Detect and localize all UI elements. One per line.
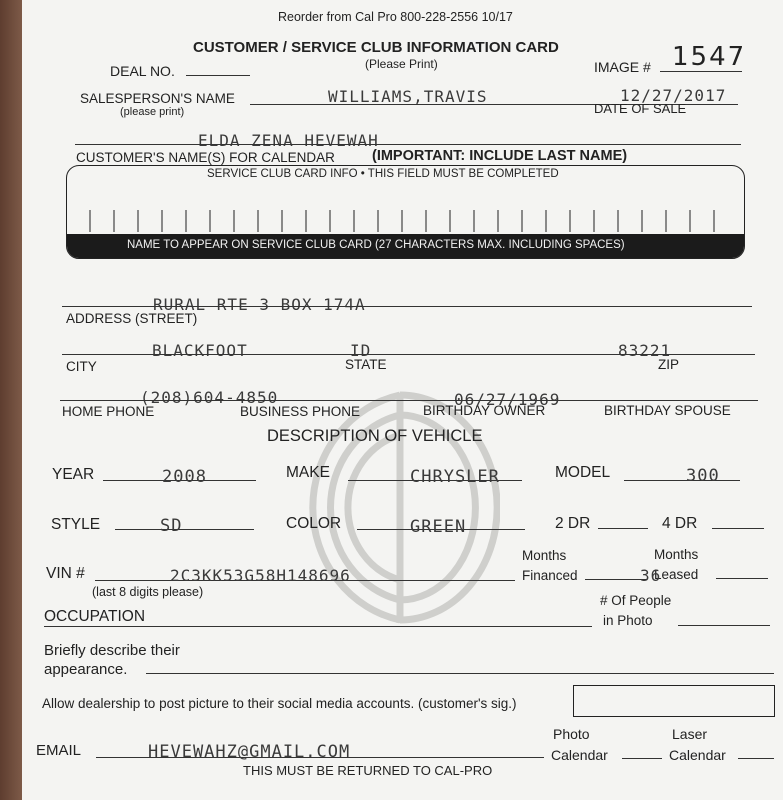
city-state-zip-line [62,354,755,355]
phone-birthday-line [60,400,758,401]
card-title: CUSTOMER / SERVICE CLUB INFORMATION CARD [193,39,559,56]
year-label: YEAR [52,466,95,483]
laser-calendar-label-2: Calendar [669,747,726,763]
people-label-1: # Of People [600,593,672,608]
months-leased-label-1: Months [654,547,699,562]
describe-label-2: appearance. [44,661,128,678]
image-no-value[interactable]: 1547 [672,42,747,72]
model-line [624,480,740,481]
birthday-owner-value[interactable]: 06/27/1969 [454,390,561,409]
zip-value[interactable]: 83221 [618,341,672,360]
address-label: ADDRESS (STREET) [66,311,198,326]
color-value[interactable]: GREEN [410,517,467,537]
deal-no-label: DEAL NO. [110,63,175,79]
customer-name-line [75,144,741,145]
style-line [115,529,254,530]
describe-label-1: Briefly describe their [44,642,180,659]
vin-note: (last 8 digits please) [92,585,204,599]
city-value[interactable]: BLACKFOOT [152,341,248,360]
signature-box[interactable] [573,685,775,717]
email-value[interactable]: HEVEWAHZ@GMAIL.COM [148,742,351,762]
address-value[interactable]: RURAL RTE 3 BOX 174A [153,295,366,314]
email-label: EMAIL [36,742,82,759]
two-door-label: 2 DR [555,515,591,532]
address-line [62,306,752,307]
state-value[interactable]: ID [350,341,372,360]
salesperson-value[interactable]: WILLIAMS,TRAVIS [328,87,488,106]
deal-no-line [186,75,250,76]
salesperson-label: SALESPERSON'S NAME [80,91,235,106]
photo-calendar-label-2: Calendar [551,747,608,763]
months-financed-value[interactable]: 36 [640,566,662,585]
social-media-label: Allow dealership to post picture to their social media accounts. (customer's sig.) [42,696,517,711]
important-note: (IMPORTANT: INCLUDE LAST NAME) [372,148,628,164]
laser-calendar-label-1: Laser [672,726,708,742]
model-label: MODEL [555,464,611,481]
style-label: STYLE [51,516,101,533]
reorder-info: Reorder from Cal Pro 800-228-2556 10/17 [278,10,513,24]
date-of-sale-value[interactable]: 12/27/2017 [620,86,727,105]
months-leased-label-2: Leased [654,567,699,582]
footer-note: THIS MUST BE RETURNED TO CAL-PRO [243,763,493,778]
state-label: STATE [345,357,387,372]
make-label: MAKE [286,464,330,481]
style-value[interactable]: SD [160,516,183,536]
two-door-line [598,528,648,529]
months-financed-line [585,579,647,580]
image-no-label: IMAGE # [594,59,651,75]
people-label-2: in Photo [603,613,653,628]
months-leased-line [716,578,768,579]
vin-label: VIN # [46,565,85,582]
months-financed-label-2: Financed [522,568,578,583]
home-phone-value[interactable]: (208)604-4850 [140,388,279,407]
date-of-sale-label: DATE OF SALE [594,101,687,116]
home-phone-label: HOME PHONE [62,404,155,419]
please-print-note: (please print) [120,106,185,118]
model-value[interactable]: 300 [686,466,720,486]
laser-calendar-line [738,758,774,759]
four-door-label: 4 DR [662,515,698,532]
customer-name-label: CUSTOMER'S NAME(S) FOR CALENDAR [76,150,335,165]
customer-name-value[interactable]: ELDA ZENA HEVEWAH [198,131,379,150]
four-door-line [712,528,764,529]
birthday-spouse-label: BIRTHDAY SPOUSE [604,403,731,418]
service-club-info-label: SERVICE CLUB CARD INFO • THIS FIELD MUST BE COMPLETED [207,168,559,180]
cal-pro-watermark-logo [300,385,500,630]
appearance-line [146,673,774,674]
people-line [678,625,770,626]
photo-calendar-label-1: Photo [553,726,590,742]
service-club-name-label: NAME TO APPEAR ON SERVICE CLUB CARD (27 CHARACTERS MAX. INCLUDING SPACES) [127,239,625,251]
city-label: CITY [66,359,97,374]
occupation-line [44,626,592,627]
business-phone-label: BUSINESS PHONE [240,404,361,419]
photo-calendar-line [622,758,662,759]
year-value[interactable]: 2008 [162,467,207,487]
character-tick-marks [88,210,728,234]
vehicle-section-heading: DESCRIPTION OF VEHICLE [267,427,483,445]
card-subtitle: (Please Print) [365,57,438,71]
months-financed-label-1: Months [522,548,567,563]
birthday-owner-label: BIRTHDAY OWNER [423,403,546,418]
zip-label: ZIP [658,357,680,372]
occupation-label: OCCUPATION [44,608,146,625]
vin-value[interactable]: 2C3KK53G58H148696 [170,566,351,585]
make-value[interactable]: CHRYSLER [410,467,500,487]
color-label: COLOR [286,515,342,532]
